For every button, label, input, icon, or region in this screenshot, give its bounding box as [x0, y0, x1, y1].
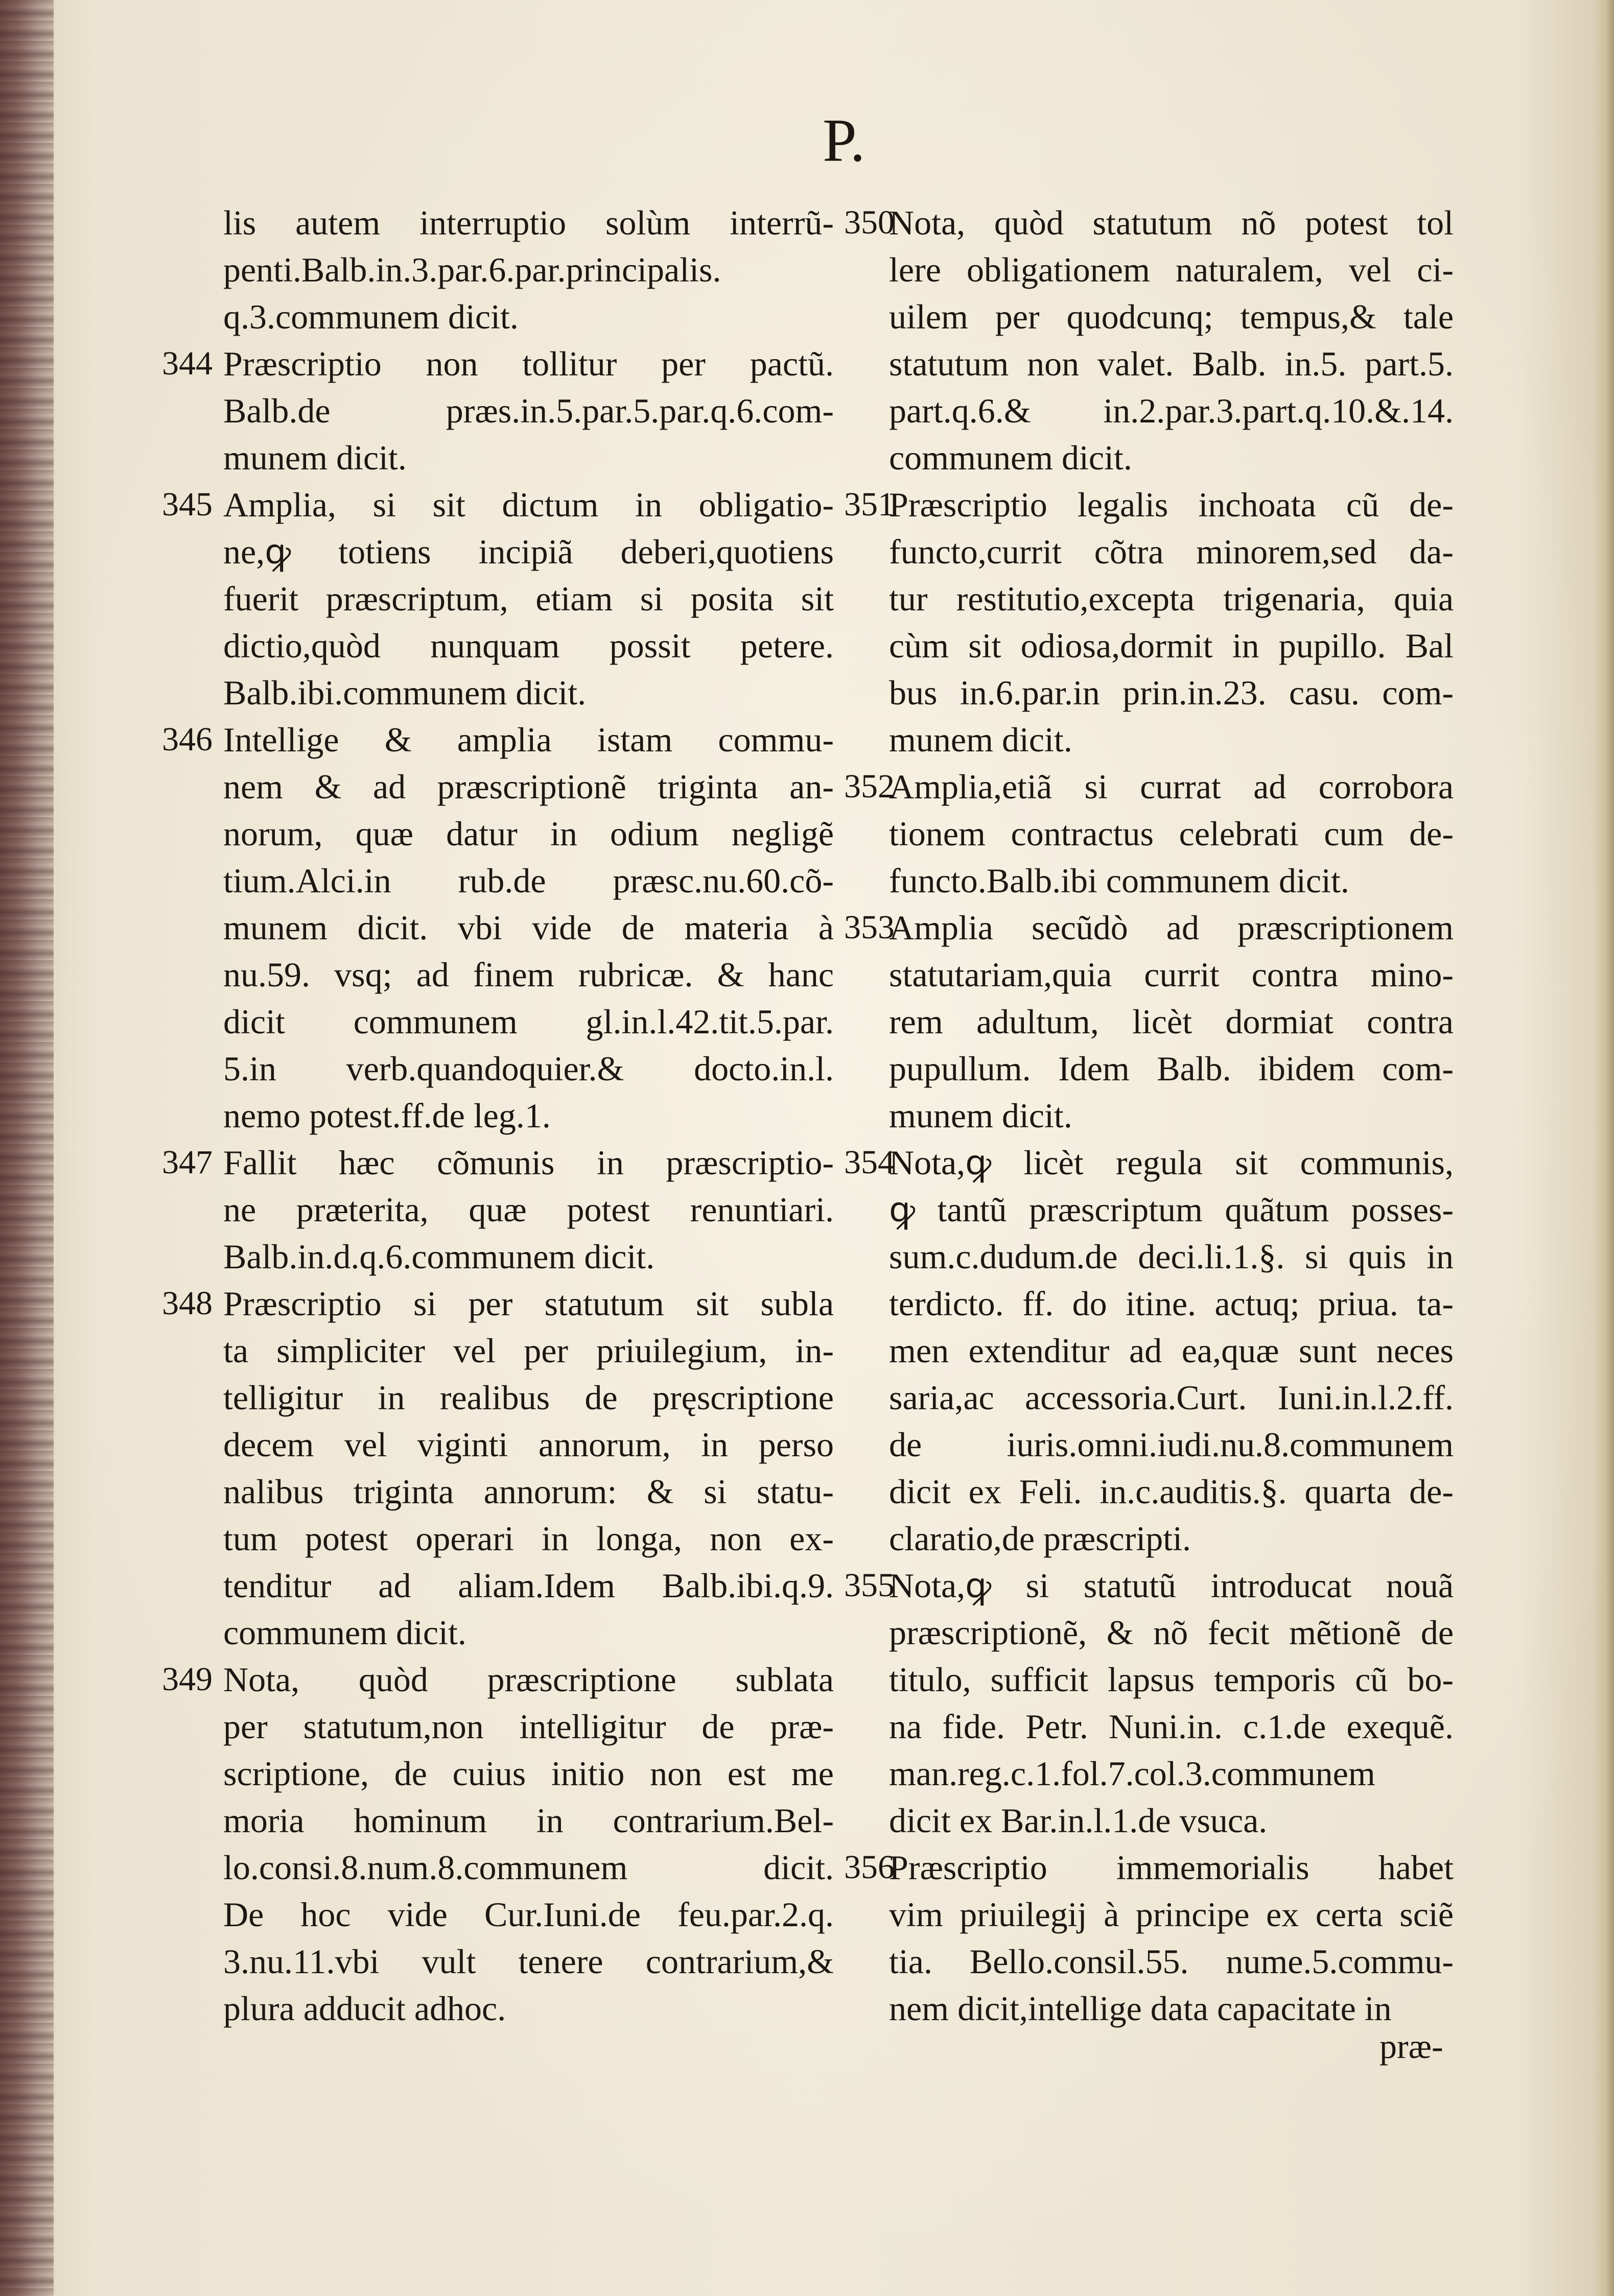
text-line: tenditur ad aliam.Idem Balb.ibi.q.9.	[223, 1566, 834, 1605]
text-line: ꝙ tantũ præscriptum quãtum posses-	[889, 1190, 1454, 1229]
entry-number: 345	[162, 486, 213, 523]
text-line: Amplia, si sit dictum in obligatio-	[223, 485, 834, 524]
text-line: na fide. Petr. Nuni.in. c.1.de exequẽ.	[889, 1707, 1454, 1746]
text-line: uilem per quodcunq; tempus,& tale	[889, 297, 1454, 336]
entry-number: 349	[162, 1661, 213, 1698]
text-line: dictio,quòd nunquam possit petere.	[223, 626, 834, 665]
text-line: nalibus triginta annorum: & si statu-	[223, 1472, 834, 1511]
text-line: Nota,ꝙ si statutũ introducat nouã	[889, 1566, 1454, 1605]
text-line: scriptione, de cuius initio non est me	[223, 1754, 834, 1793]
text-line: munem dicit.	[889, 1096, 1072, 1135]
text-line: statutariam,quia currit contra mino-	[889, 955, 1454, 994]
text-line: Amplia,etiã si currat ad corrobora	[889, 767, 1454, 806]
text-line: functo,currit cõtra minorem,sed da-	[889, 532, 1454, 571]
catchword: præ-	[1379, 2027, 1443, 2066]
text-line: Nota, quòd præscriptione sublata	[223, 1660, 834, 1699]
text-line: Præscriptio legalis inchoata cũ de-	[889, 485, 1454, 524]
text-line: terdicto. ff. do itine. actuq; priua. ta-	[889, 1284, 1454, 1323]
text-line: 3.nu.11.vbi vult tenere contrarium,&	[223, 1942, 834, 1981]
text-line: vim priuilegij à principe ex certa sciẽ	[889, 1895, 1454, 1934]
text-line: men extenditur ad ea,quæ sunt neces	[889, 1331, 1454, 1370]
entry-paragraph	[162, 716, 834, 1139]
entry-paragraph	[844, 199, 1454, 481]
entry-number: 350	[844, 204, 895, 241]
text-line: ta simpliciter vel per priuilegium, in-	[223, 1331, 834, 1370]
entry-paragraph	[844, 1562, 1454, 1844]
text-line: tionem contractus celebrati cum de-	[889, 814, 1454, 853]
text-line: claratio,de præscripti.	[889, 1519, 1191, 1558]
text-line: penti.Balb.in.3.par.6.par.principalis.	[223, 250, 721, 289]
text-line: de iuris.omni.iudi.nu.8.communem	[889, 1425, 1454, 1464]
text-line: functo.Balb.ibi communem dicit.	[889, 861, 1349, 900]
book-binding-edge	[0, 0, 54, 2296]
text-line: lis autem interruptio solùm interrũ-	[223, 203, 834, 242]
text-line: Balb.in.d.q.6.communem dicit.	[223, 1237, 655, 1276]
entry-number: 355	[844, 1567, 895, 1604]
text-line: nemo potest.ff.de leg.1.	[223, 1096, 551, 1135]
text-line: part.q.6.& in.2.par.3.part.q.10.&.14.	[889, 391, 1454, 430]
page-signature: P.	[823, 106, 866, 174]
entry-number: 354	[844, 1144, 895, 1181]
text-line: dicit communem gl.in.l.42.tit.5.par.	[223, 1002, 834, 1041]
text-line: moria hominum in contrarium.Bel-	[223, 1801, 834, 1840]
entry-number: 347	[162, 1144, 213, 1181]
text-line: fuerit præscriptum, etiam si posita sit	[223, 579, 834, 618]
entry-number: 346	[162, 721, 213, 758]
text-line: Præscriptio si per statutum sit subla	[223, 1284, 834, 1323]
entry-paragraph	[844, 1844, 1454, 2032]
text-line: munem dicit. vbi vide de materia à	[223, 908, 834, 947]
text-line: lere obligationem naturalem, vel ci-	[889, 250, 1454, 289]
text-line: saria,ac accessoria.Curt. Iuni.in.l.2.ff.	[889, 1378, 1454, 1417]
text-line: lo.consi.8.num.8.communem dicit.	[223, 1848, 834, 1887]
text-line: Amplia secũdò ad præscriptionem	[889, 908, 1454, 947]
entry-paragraph	[844, 481, 1454, 763]
text-line: man.reg.c.1.fol.7.col.3.communem	[889, 1754, 1375, 1793]
entry-paragraph	[844, 763, 1454, 904]
text-line: statutum non valet. Balb. in.5. part.5.	[889, 344, 1454, 383]
entry-paragraph	[844, 904, 1454, 1139]
text-line: præscriptionẽ, & nõ fecit mẽtionẽ de	[889, 1613, 1454, 1652]
right-text-column	[844, 199, 1454, 2032]
text-line: munem dicit.	[889, 720, 1072, 759]
text-line: plura adducit adhoc.	[223, 1989, 506, 2028]
entry-paragraph	[844, 1139, 1454, 1562]
entry-paragraph	[162, 1139, 834, 1280]
text-line: Balb.de præs.in.5.par.5.par.q.6.com-	[223, 391, 834, 430]
text-line: tium.Alci.in rub.de præsc.nu.60.cõ-	[223, 861, 834, 900]
text-line: q.3.communem dicit.	[223, 297, 519, 336]
text-line: Balb.ibi.communem dicit.	[223, 673, 587, 712]
text-line: Nota, quòd statutum nõ potest tol	[889, 203, 1454, 242]
text-line: cùm sit odiosa,dormit in pupillo. Bal	[889, 626, 1454, 665]
text-line: ne,ꝙ totiens incipiã deberi,quotiens	[223, 532, 834, 571]
text-line: Præscriptio non tollitur per pactũ.	[223, 344, 834, 383]
text-line: telligitur in realibus de pręscriptione	[223, 1378, 834, 1417]
text-line: Nota,ꝙ licèt regula sit communis,	[889, 1143, 1454, 1182]
entry-number: 356	[844, 1849, 895, 1886]
entry-paragraph	[162, 481, 834, 716]
text-line: pupullum. Idem Balb. ibidem com-	[889, 1049, 1454, 1088]
text-line: nem dicit,intellige data capacitate in	[889, 1989, 1392, 2028]
text-line: 5.in verb.quandoquier.& docto.in.l.	[223, 1049, 834, 1088]
entry-paragraph	[162, 1656, 834, 2032]
text-line: tia. Bello.consil.55. nume.5.commu-	[889, 1942, 1454, 1981]
text-line: munem dicit.	[223, 438, 407, 477]
entry-number: 344	[162, 345, 213, 382]
text-line: communem dicit.	[889, 438, 1132, 477]
text-line: nu.59. vsq; ad finem rubricæ. & hanc	[223, 955, 834, 994]
entry-paragraph	[223, 199, 834, 340]
entry-number: 352	[844, 768, 895, 805]
text-line: rem adultum, licèt dormiat contra	[889, 1002, 1454, 1041]
text-line: ne præterita, quæ potest renuntiari.	[223, 1190, 834, 1229]
entry-number: 348	[162, 1285, 213, 1322]
left-text-column	[162, 199, 834, 2032]
text-line: tur restitutio,excepta trigenaria, quia	[889, 579, 1454, 618]
text-line: bus in.6.par.in prin.in.23. casu. com-	[889, 673, 1454, 712]
text-line: tum potest operari in longa, non ex-	[223, 1519, 834, 1558]
text-line: dicit ex Bar.in.l.1.de vsuca.	[889, 1801, 1268, 1840]
text-line: De hoc vide Cur.Iuni.de feu.par.2.q.	[223, 1895, 834, 1934]
entry-number: 351	[844, 486, 895, 523]
entry-paragraph	[162, 1280, 834, 1656]
text-line: Intellige & amplia istam commu-	[223, 720, 834, 759]
text-line: norum, quæ datur in odium negligẽ	[223, 814, 834, 853]
text-line: decem vel viginti annorum, in perso	[223, 1425, 834, 1464]
entry-number: 353	[844, 909, 895, 946]
text-line: sum.c.dudum.de deci.li.1.§. si quis in	[889, 1237, 1454, 1276]
text-line: per statutum,non intelligitur de præ-	[223, 1707, 834, 1746]
text-line: communem dicit.	[223, 1613, 466, 1652]
page-edge-shadow	[1594, 0, 1614, 2296]
text-line: titulo, sufficit lapsus temporis cũ bo-	[889, 1660, 1454, 1699]
text-line: Præscriptio immemorialis habet	[889, 1848, 1454, 1887]
text-line: nem & ad præscriptionẽ triginta an-	[223, 767, 834, 806]
entry-paragraph	[162, 340, 834, 481]
text-line: dicit ex Feli. in.c.auditis.§. quarta de-	[889, 1472, 1454, 1511]
text-line: Fallit hæc cõmunis in præscriptio-	[223, 1143, 834, 1182]
